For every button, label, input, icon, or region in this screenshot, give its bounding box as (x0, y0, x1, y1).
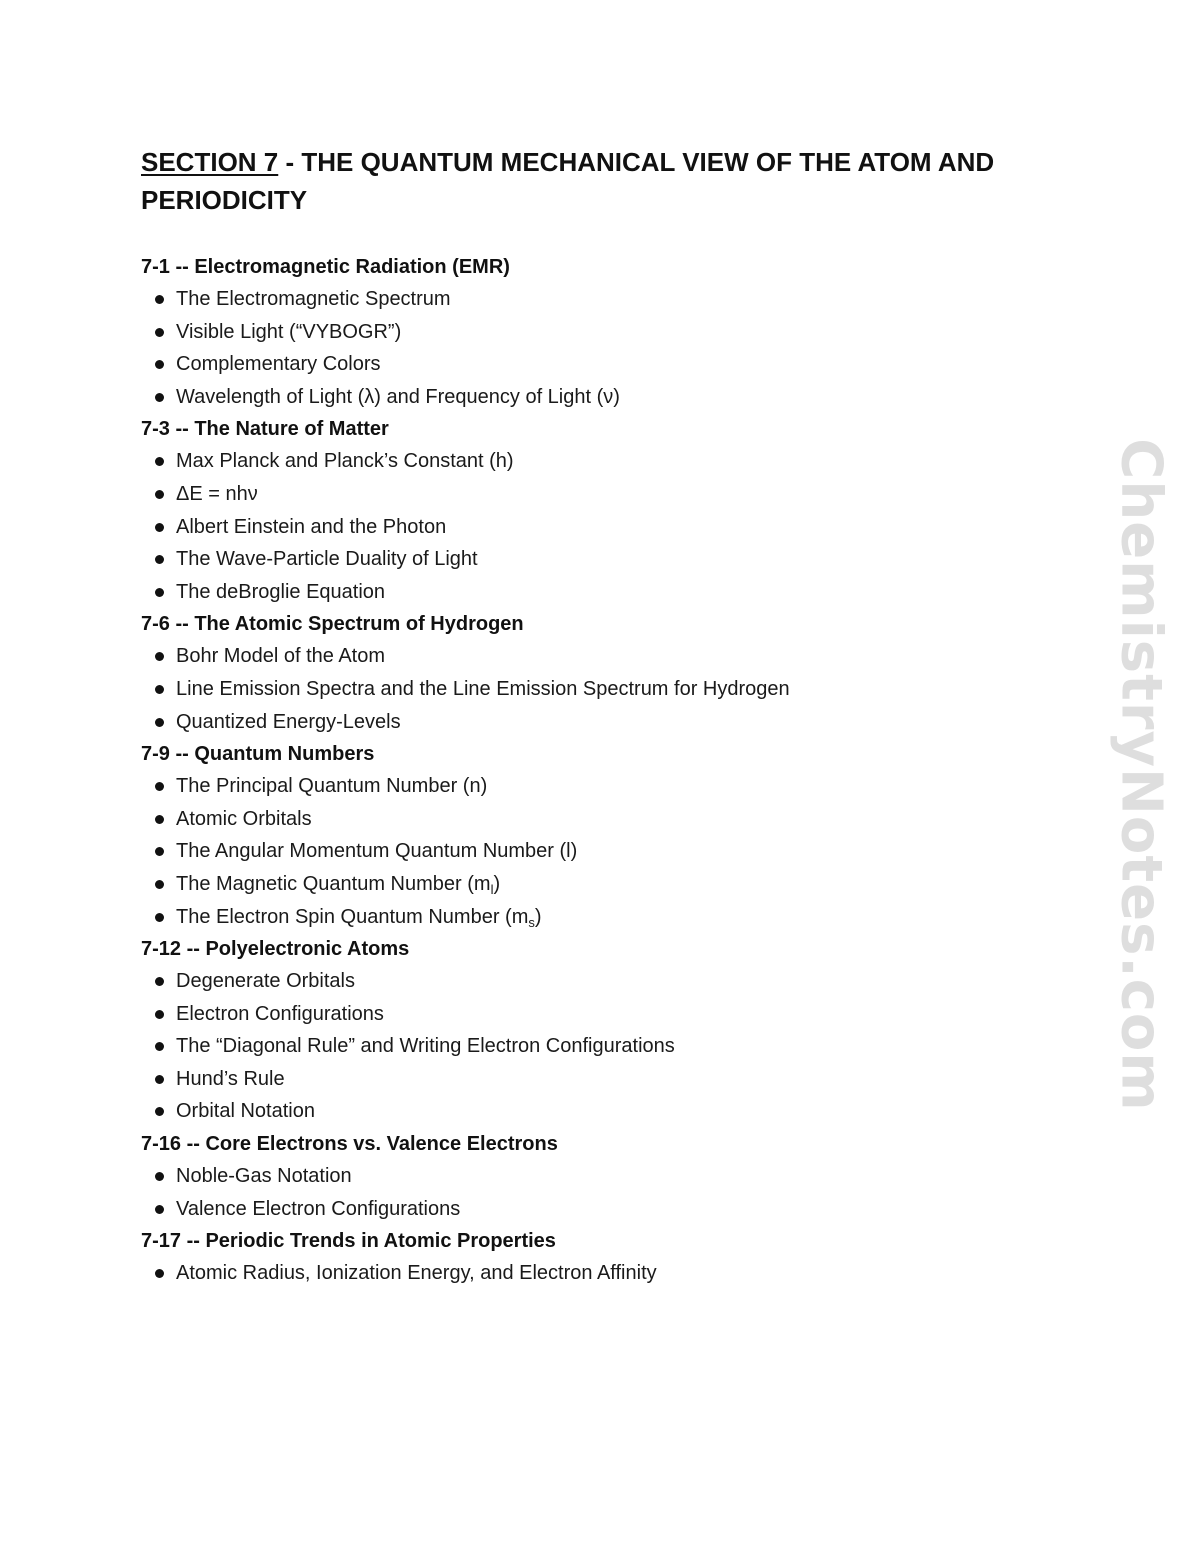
topic-text: The “Diagonal Rule” and Writing Electron Configurations (176, 1035, 675, 1058)
topic-item (141, 1257, 1041, 1290)
topic-text: Bohr Model of the Atom (176, 645, 386, 668)
watermark: ChemistryNotes.com (1108, 438, 1174, 1112)
bullet-icon (155, 360, 164, 369)
section-heading: 7-9 -- Quantum Numbers (141, 743, 375, 766)
topic-list (141, 1160, 1041, 1225)
topic-item (141, 511, 1041, 544)
bullet-icon (155, 782, 164, 791)
topic-text: ΔE = nhν (176, 482, 258, 505)
topic-text-suffix: ) (493, 872, 501, 895)
bullet-icon (155, 588, 164, 597)
bullet-icon (155, 1269, 164, 1278)
topic-text: Valence Electron Configurations (176, 1197, 461, 1220)
topic-item (141, 673, 1041, 706)
bullet-icon (155, 328, 164, 337)
topic-item (141, 706, 1041, 739)
bullet-icon (155, 555, 164, 564)
topic-list (141, 283, 1041, 413)
bullet-icon (155, 457, 164, 466)
topic-item (141, 316, 1041, 349)
topic-item (141, 1160, 1041, 1193)
topic-text: The Wave-Particle Duality of Light (176, 548, 478, 571)
bullet-icon (155, 490, 164, 499)
topic-item (141, 998, 1041, 1031)
topic-text: Noble-Gas Notation (176, 1165, 352, 1188)
topic-text: The Electron Spin Quantum Number (m (176, 905, 529, 928)
bullet-icon (155, 1172, 164, 1181)
topic-list (141, 1257, 1041, 1290)
topic-text: Degenerate Orbitals (176, 970, 355, 993)
section-outline (141, 251, 1041, 1290)
topic-item (141, 1193, 1041, 1226)
bullet-icon (155, 1205, 164, 1214)
section-number: SECTION 7 (141, 147, 279, 177)
bullet-icon (155, 977, 164, 986)
topic-text: Line Emission Spectra and the Line Emission Spectrum for Hydrogen (176, 677, 790, 700)
topic-text: Albert Einstein and the Photon (176, 515, 447, 538)
section-heading: 7-1 -- Electromagnetic Radiation (EMR) (141, 256, 510, 278)
section-title-text: - THE QUANTUM MECHANICAL VIEW OF THE ATOM AND PERIODICITY (141, 147, 995, 215)
topic-text: Atomic Orbitals (176, 807, 312, 830)
bullet-icon (155, 1010, 164, 1019)
topic-text: Hund’s Rule (176, 1067, 285, 1090)
bullet-icon (155, 685, 164, 694)
bullet-icon (155, 718, 164, 727)
page-title (141, 143, 1061, 219)
bullet-icon (155, 847, 164, 856)
topic-text: Atomic Radius, Ionization Energy, and Electron Affinity (176, 1262, 657, 1285)
topic-item (141, 1095, 1041, 1128)
topic-item (141, 478, 1041, 511)
topic-text-suffix: ) (534, 905, 542, 928)
section-heading: 7-12 -- Polyelectronic Atoms (141, 938, 410, 961)
topic-text: Quantized Energy-Levels (176, 710, 401, 733)
bullet-icon (155, 523, 164, 532)
topic-text: The Angular Momentum Quantum Number (l) (176, 840, 578, 863)
bullet-icon (155, 1042, 164, 1051)
topic-item (141, 901, 1041, 934)
topic-text: Wavelength of Light (λ) and Frequency of Light (ν) (176, 385, 620, 408)
topic-item (141, 803, 1041, 836)
topic-subscript: l (490, 881, 494, 897)
topic-item (141, 381, 1041, 414)
topic-list (141, 770, 1041, 933)
topic-subscript: s (528, 914, 535, 930)
topic-text: Orbital Notation (176, 1100, 315, 1123)
section-heading: 7-3 -- The Nature of Matter (141, 418, 389, 441)
bullet-icon (155, 913, 164, 922)
section-heading: 7-6 -- The Atomic Spectrum of Hydrogen (141, 613, 524, 636)
topic-item (141, 1030, 1041, 1063)
bullet-icon (155, 1107, 164, 1116)
bullet-icon (155, 652, 164, 661)
topic-item (141, 965, 1041, 998)
topic-list (141, 445, 1041, 608)
topic-text: Complementary Colors (176, 353, 381, 376)
topic-item (141, 868, 1041, 901)
topic-text: The deBroglie Equation (176, 580, 386, 603)
topic-item (141, 348, 1041, 381)
bullet-icon (155, 815, 164, 824)
bullet-icon (155, 393, 164, 402)
section-heading: 7-17 -- Periodic Trends in Atomic Properties (141, 1230, 556, 1253)
topic-item (141, 770, 1041, 803)
topic-text: The Magnetic Quantum Number (m (176, 872, 491, 895)
topic-item (141, 283, 1041, 316)
bullet-icon (155, 880, 164, 889)
topic-item (141, 835, 1041, 868)
topic-text: The Electromagnetic Spectrum (176, 288, 451, 310)
topic-item (141, 576, 1041, 609)
topic-text: The Principal Quantum Number (n) (176, 775, 488, 798)
topic-list (141, 965, 1041, 1128)
topic-text: Electron Configurations (176, 1002, 384, 1025)
bullet-icon (155, 295, 164, 304)
topic-text: Visible Light (“VYBOGR”) (176, 320, 402, 343)
topic-list (141, 640, 1041, 738)
section-heading: 7-16 -- Core Electrons vs. Valence Electrons (141, 1133, 558, 1156)
bullet-icon (155, 1075, 164, 1084)
topic-item (141, 1063, 1041, 1096)
topic-item (141, 543, 1041, 576)
topic-item (141, 640, 1041, 673)
topic-item (141, 445, 1041, 478)
topic-text: Max Planck and Planck’s Constant (h) (176, 450, 514, 473)
